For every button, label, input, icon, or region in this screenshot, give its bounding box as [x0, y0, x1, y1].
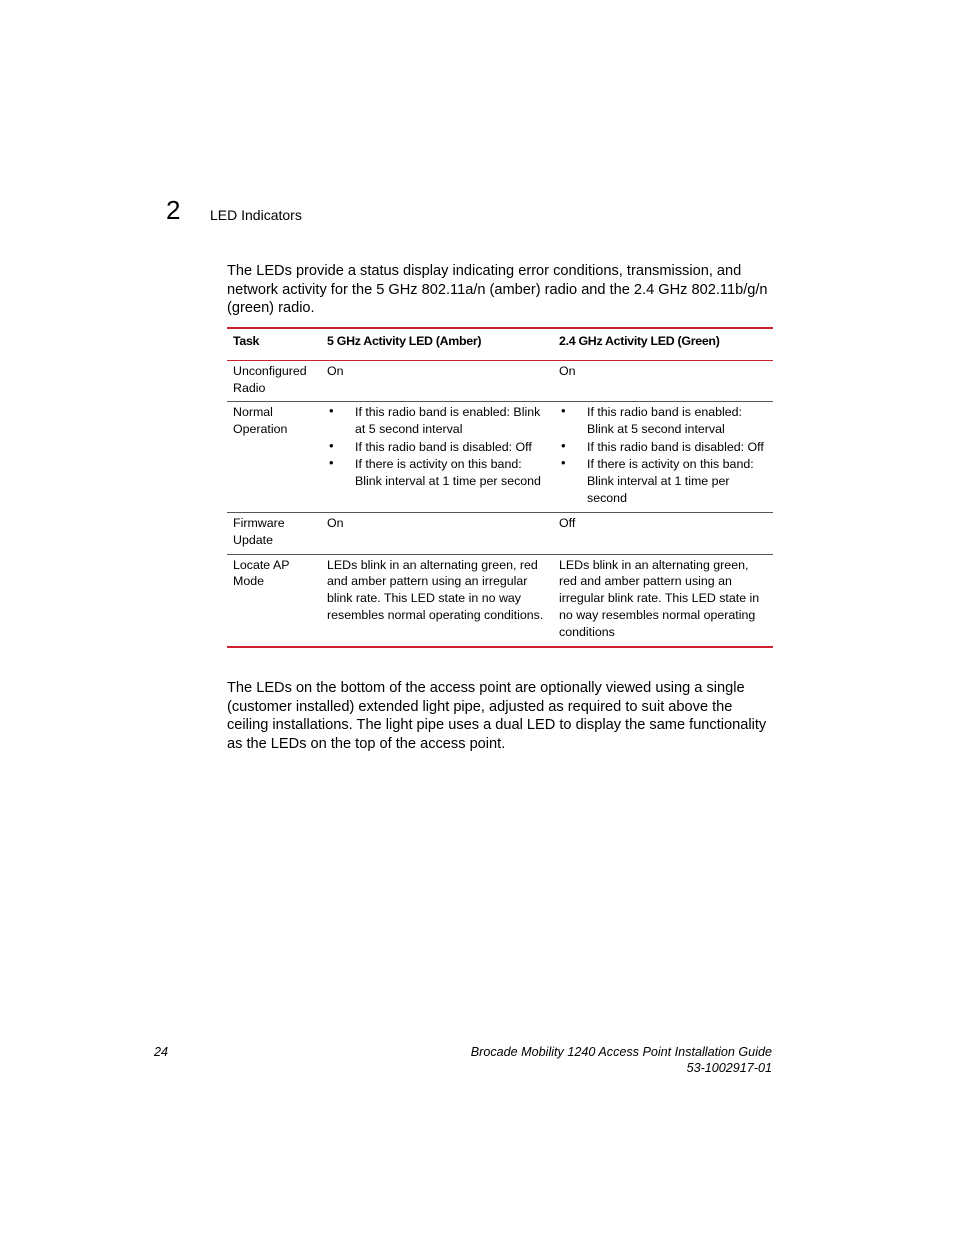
cell-task: Normal Operation [227, 402, 321, 513]
cell-24ghz: On [553, 360, 773, 402]
section-title: LED Indicators [210, 207, 302, 223]
outro-paragraph: The LEDs on the bottom of the access point are optionally viewed using a single (customer installed) extended light pipe, adjusted as required to suit above the ceiling installations. The light pipe uses a dual LED to display the same functionality as the LEDs on the top of the access point. [227, 680, 767, 753]
list-item [327, 404, 547, 438]
list-item-text: If there is activity on this band: Blink interval at 1 time per second [587, 456, 754, 505]
bullet-list [327, 404, 547, 489]
bullet-icon: • [561, 437, 566, 453]
cell-5ghz: On [321, 360, 553, 402]
intro-paragraph: The LEDs provide a status display indicating error conditions, transmission, and network activity for the 5 GHz 802.11a/n (amber) radio and the 2.4 GHz 802.11b/g/n (green) radio. [227, 263, 768, 317]
list-item [327, 456, 547, 490]
list-item-text: If this radio band is disabled: Off [587, 439, 764, 454]
bullet-icon: • [561, 403, 566, 419]
bullet-icon: • [561, 454, 566, 470]
cell-5ghz: LEDs blink in an alternating green, red and amber pattern using an irregular blink rate. This LED state in no way resembles normal operating conditions. [321, 554, 553, 646]
cell-task: Unconfigured Radio [227, 360, 321, 402]
guide-title: Brocade Mobility 1240 Access Point Installation Guide [470, 1045, 772, 1059]
table-header-row [227, 328, 773, 360]
bullet-icon: • [329, 454, 334, 470]
header-24ghz: 2.4 GHz Activity LED (Green) [553, 328, 773, 360]
bullet-list [559, 404, 767, 506]
list-item [559, 456, 767, 506]
table-row [227, 512, 773, 554]
cell-task: Firmware Update [227, 512, 321, 554]
cell-24ghz: LEDs blink in an alternating green, red and amber pattern using an irregular blink rate. This LED state in no way resembles normal operating conditions [553, 554, 773, 646]
list-item-text: If there is activity on this band: Blink interval at 1 time per second [355, 456, 541, 488]
list-item [327, 439, 547, 456]
list-item [559, 404, 767, 438]
page-number: 24 [154, 1045, 169, 1059]
list-item-text: If this radio band is enabled: Blink at 5 second interval [355, 405, 541, 437]
footer-info [471, 1044, 772, 1076]
cell-5ghz [321, 402, 553, 513]
cell-task: Locate AP Mode [227, 554, 321, 646]
header-task: Task [227, 328, 321, 360]
table-row [227, 402, 773, 513]
cell-24ghz: Off [553, 512, 773, 554]
cell-24ghz [553, 402, 773, 513]
header-5ghz: 5 GHz Activity LED (Amber) [321, 328, 553, 360]
table-row [227, 360, 773, 402]
bullet-icon: • [329, 437, 334, 453]
list-item [559, 439, 767, 456]
led-table [227, 327, 773, 648]
list-item-text: If this radio band is disabled: Off [355, 439, 532, 454]
table-row [227, 554, 773, 646]
bullet-icon: • [329, 403, 334, 419]
doc-number: 53-1002917-01 [686, 1061, 772, 1075]
list-item-text: If this radio band is enabled: Blink at 5 second interval [587, 405, 742, 437]
chapter-number: 2 [166, 195, 181, 225]
cell-5ghz: On [321, 512, 553, 554]
